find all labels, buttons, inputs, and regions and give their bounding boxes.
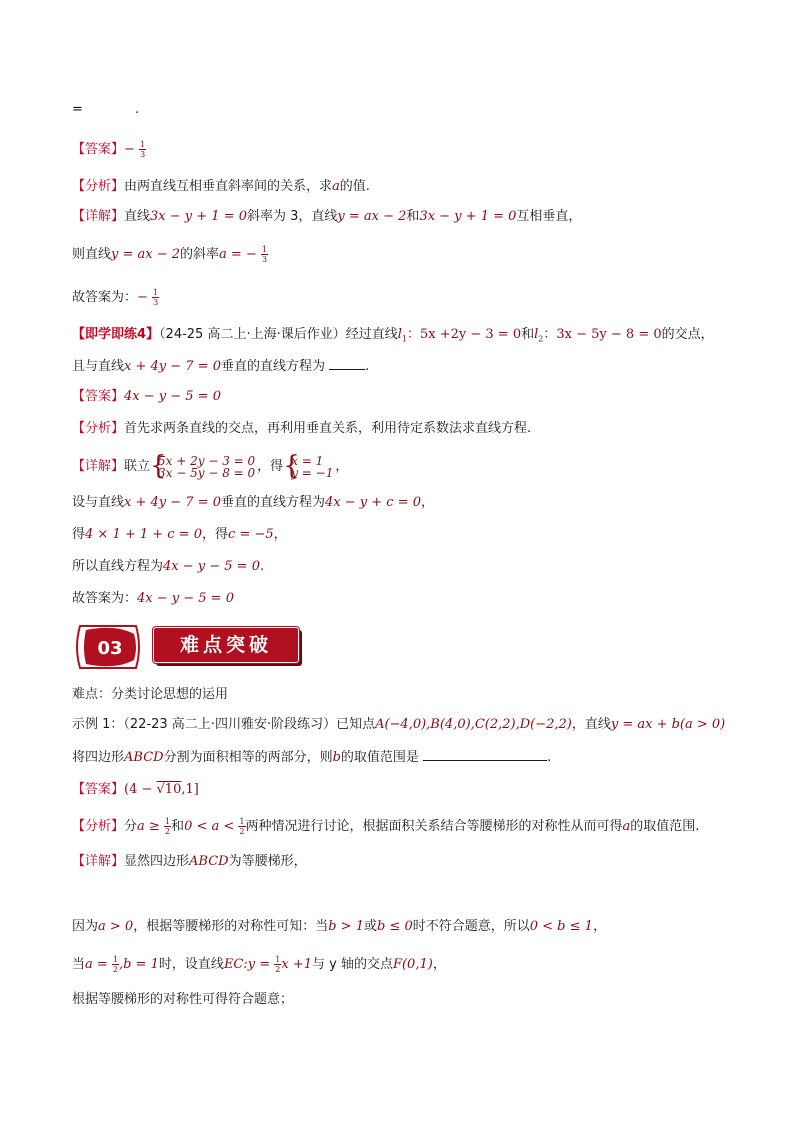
text: 和 xyxy=(406,209,420,224)
detail-tag: 【详解】 xyxy=(72,459,125,474)
analysis-tag: 【分析】 xyxy=(72,179,125,194)
solve-line-4 xyxy=(72,526,287,544)
equation: 4x − y + c = 0 xyxy=(325,495,421,510)
text: 联立 xyxy=(124,459,151,474)
equation: 5x + 2y − 3 = 0 xyxy=(158,453,256,468)
equation: A(−4,0),B(4,0),C(2,2),D(−2,2) xyxy=(375,717,572,732)
answer-line-a xyxy=(72,140,146,159)
sqrt-term: √10 xyxy=(156,782,182,797)
equation: 4 × 1 + 1 + c = 0 xyxy=(85,527,203,542)
answer-blank xyxy=(329,357,365,370)
math-var: ABCD xyxy=(124,750,164,765)
paragraph-1 xyxy=(72,918,606,936)
equation: a ≥ xyxy=(137,819,160,834)
analysis-text: 首先求两条直线的交点，再利用垂直关系，利用待定系数法求直线方程. xyxy=(124,421,532,436)
equation: c = −5 xyxy=(228,527,274,542)
text: 显然四边形 xyxy=(124,854,190,869)
section-number: 03 xyxy=(97,638,123,659)
equation: (4 − xyxy=(124,782,157,797)
denominator: 2 xyxy=(275,965,281,974)
equation: b ≤ 0 xyxy=(376,919,413,934)
period: . xyxy=(365,359,370,374)
subscript: 1 xyxy=(401,334,407,344)
fraction xyxy=(139,140,146,159)
example1-title xyxy=(72,716,725,734)
equation: 3x − y + 1 = 0 xyxy=(419,209,517,224)
text: ，直线 xyxy=(571,717,611,732)
text: 的取值范围. xyxy=(630,819,700,834)
text: ，得 xyxy=(202,527,229,542)
final-answer-a xyxy=(72,288,159,307)
answer-tag: 【答案】 xyxy=(72,782,125,797)
equation: y = −1 xyxy=(291,465,334,480)
math-var: l xyxy=(534,327,539,342)
text: 将四边形 xyxy=(72,750,125,765)
text: 和 xyxy=(171,819,185,834)
fraction xyxy=(112,955,119,974)
numerator: 1 xyxy=(239,817,245,826)
text: ， xyxy=(432,957,446,972)
brace: { xyxy=(150,450,167,481)
denominator: 3 xyxy=(262,255,268,264)
section-title-banner xyxy=(153,627,299,663)
result-line-4 xyxy=(72,558,264,576)
analysis-line-ex1 xyxy=(72,817,699,836)
equation: 3x − y + 1 = 0 xyxy=(150,209,247,224)
math-var: a xyxy=(332,179,340,194)
section-number-badge xyxy=(76,622,142,672)
denominator: 2 xyxy=(112,965,119,974)
text: 分 xyxy=(124,819,138,834)
example1-question xyxy=(72,748,551,767)
numerator: 1 xyxy=(140,140,146,149)
equation: ,1] xyxy=(181,782,199,797)
text: 故答案为： xyxy=(72,591,138,606)
text: 设与直线 xyxy=(72,495,125,510)
equation: 0 < a < xyxy=(184,819,235,834)
equation: a = − xyxy=(219,247,257,262)
text: 当 xyxy=(72,957,86,972)
setup-line-4 xyxy=(72,494,434,512)
exercise-tag: 【即学即练4】 xyxy=(72,327,160,342)
text: ，得 xyxy=(257,459,284,474)
section-title: 难点突破 xyxy=(179,634,272,656)
equation: x = 1 xyxy=(291,453,324,468)
text: 垂直的直线方程为 xyxy=(220,359,325,374)
math-var: ABCD xyxy=(189,854,229,869)
analysis-tag: 【分析】 xyxy=(72,421,125,436)
equation: EC:y = xyxy=(223,957,271,972)
denominator: 3 xyxy=(153,298,159,307)
text: 根据等腰梯形的对称性可得符合题意； xyxy=(72,992,294,1007)
analysis-end: 的值. xyxy=(339,179,370,194)
subscript: 2 xyxy=(538,334,544,344)
text: 互相垂直， xyxy=(516,209,582,224)
equation: x + 4y − 7 = 0 xyxy=(124,495,221,510)
exercise4-line2 xyxy=(72,357,369,376)
text: 分割为面积相等的两部分，则 xyxy=(163,750,333,765)
numerator: 1 xyxy=(164,817,171,826)
analysis-tag: 【分析】 xyxy=(72,819,125,834)
answer-tag: 【答案】 xyxy=(72,389,125,404)
text: 两种情况进行讨论，根据面积关系结合等腰梯形的对称性从而可得 xyxy=(245,819,623,834)
numerator: 1 xyxy=(275,955,281,964)
period: . xyxy=(135,102,140,117)
equals-sign: = xyxy=(72,102,83,117)
math-var: b xyxy=(332,750,341,765)
final-answer-4 xyxy=(72,590,234,608)
brace: { xyxy=(283,450,300,481)
text: ，根据等腰梯形的对称性可知：当 xyxy=(133,919,329,934)
equation: ,b = 1 xyxy=(119,957,159,972)
text: 的取值范围是 xyxy=(340,750,419,765)
denominator: 2 xyxy=(239,827,245,836)
text: 或 xyxy=(363,919,377,934)
text: 示例 1：（22-23 高二上·四川雅安·阶段练习）已知点 xyxy=(72,717,376,732)
text: . xyxy=(259,559,265,574)
text: 且与直线 xyxy=(72,359,125,374)
answer-blank xyxy=(423,748,547,761)
topic-text: 难点：分类讨论思想的运用 xyxy=(72,687,229,702)
numerator: 1 xyxy=(153,288,159,297)
equation: 4x − y − 5 = 0 xyxy=(124,389,221,404)
equation: ：5x +2y − 3 = 0 xyxy=(407,327,522,342)
equation: 3x − 5y − 8 = 0 xyxy=(158,465,256,480)
detail-tag: 【详解】 xyxy=(72,854,125,869)
topic-line xyxy=(72,686,228,704)
fraction xyxy=(261,245,268,264)
text: 的交点， xyxy=(661,327,714,342)
text: ， xyxy=(420,495,434,510)
minus-sign: − xyxy=(124,142,135,157)
equation: b > 1 xyxy=(328,919,364,934)
text: 则直线 xyxy=(72,247,112,262)
denominator: 3 xyxy=(140,150,146,159)
text: 因为 xyxy=(72,919,99,934)
numerator: 1 xyxy=(262,245,268,254)
fraction xyxy=(164,817,171,836)
equation: F(0,1) xyxy=(392,957,433,972)
text: 垂直的直线方程为 xyxy=(220,495,325,510)
text: ， xyxy=(335,459,349,474)
text: 时不符合题意，所以 xyxy=(412,919,530,934)
detail-tag: 【详解】 xyxy=(72,209,125,224)
answer-line-4 xyxy=(72,388,221,406)
equation: ：3x − 5y − 8 = 0 xyxy=(543,327,662,342)
equation: a > 0 xyxy=(98,919,134,934)
equation: y = ax − 2 xyxy=(111,247,181,262)
period: . xyxy=(547,750,552,765)
detail-line-ex1 xyxy=(72,853,307,871)
analysis-line-4 xyxy=(72,420,531,438)
minus-sign: − xyxy=(137,290,148,305)
answer-line-ex1 xyxy=(72,781,199,799)
slope-line-a xyxy=(72,245,268,264)
equation: y = ax + b(a > 0) xyxy=(610,717,726,732)
analysis-text: 由两直线互相垂直斜率间的关系，求 xyxy=(124,179,333,194)
equation-system xyxy=(150,450,256,481)
text: 故答案为： xyxy=(72,290,138,305)
text: 的斜率 xyxy=(180,247,220,262)
exercise4-title xyxy=(72,326,714,349)
text: 直线 xyxy=(124,209,151,224)
equation: 0 < b ≤ 1 xyxy=(529,919,593,934)
equation: x +1 xyxy=(281,957,312,972)
equals-fragment xyxy=(72,101,139,119)
denominator: 2 xyxy=(164,827,171,836)
text: 为等腰梯形， xyxy=(228,854,307,869)
analysis-line-a xyxy=(72,178,370,196)
equation: 4x − y − 5 = 0 xyxy=(163,559,260,574)
answer-tag: 【答案】 xyxy=(72,142,125,157)
fraction xyxy=(152,288,159,307)
equation: a = xyxy=(85,957,108,972)
math-var: a xyxy=(622,819,631,834)
paragraph-2 xyxy=(72,955,446,974)
detail-line-4 xyxy=(72,450,349,481)
solution-system xyxy=(283,450,334,481)
math-var: l xyxy=(397,327,402,342)
paragraph-3 xyxy=(72,991,293,1009)
text: 得 xyxy=(72,527,86,542)
text: ， xyxy=(273,527,287,542)
text: 斜率为 3，直线 xyxy=(247,209,338,224)
text: 所以直线方程为 xyxy=(72,559,164,574)
equation: x + 4y − 7 = 0 xyxy=(124,359,221,374)
text: 和 xyxy=(521,327,535,342)
text: ， xyxy=(592,919,606,934)
detail-line-a xyxy=(72,208,581,226)
text: 时，设直线 xyxy=(158,957,224,972)
equation: 4x − y − 5 = 0 xyxy=(137,591,234,606)
numerator: 1 xyxy=(112,955,119,964)
source: （24-25 高二上·上海·课后作业）经过直线 xyxy=(159,327,398,342)
equation: y = ax − 2 xyxy=(337,209,407,224)
fraction xyxy=(238,817,245,836)
text: 与 y 轴的交点 xyxy=(312,957,393,972)
